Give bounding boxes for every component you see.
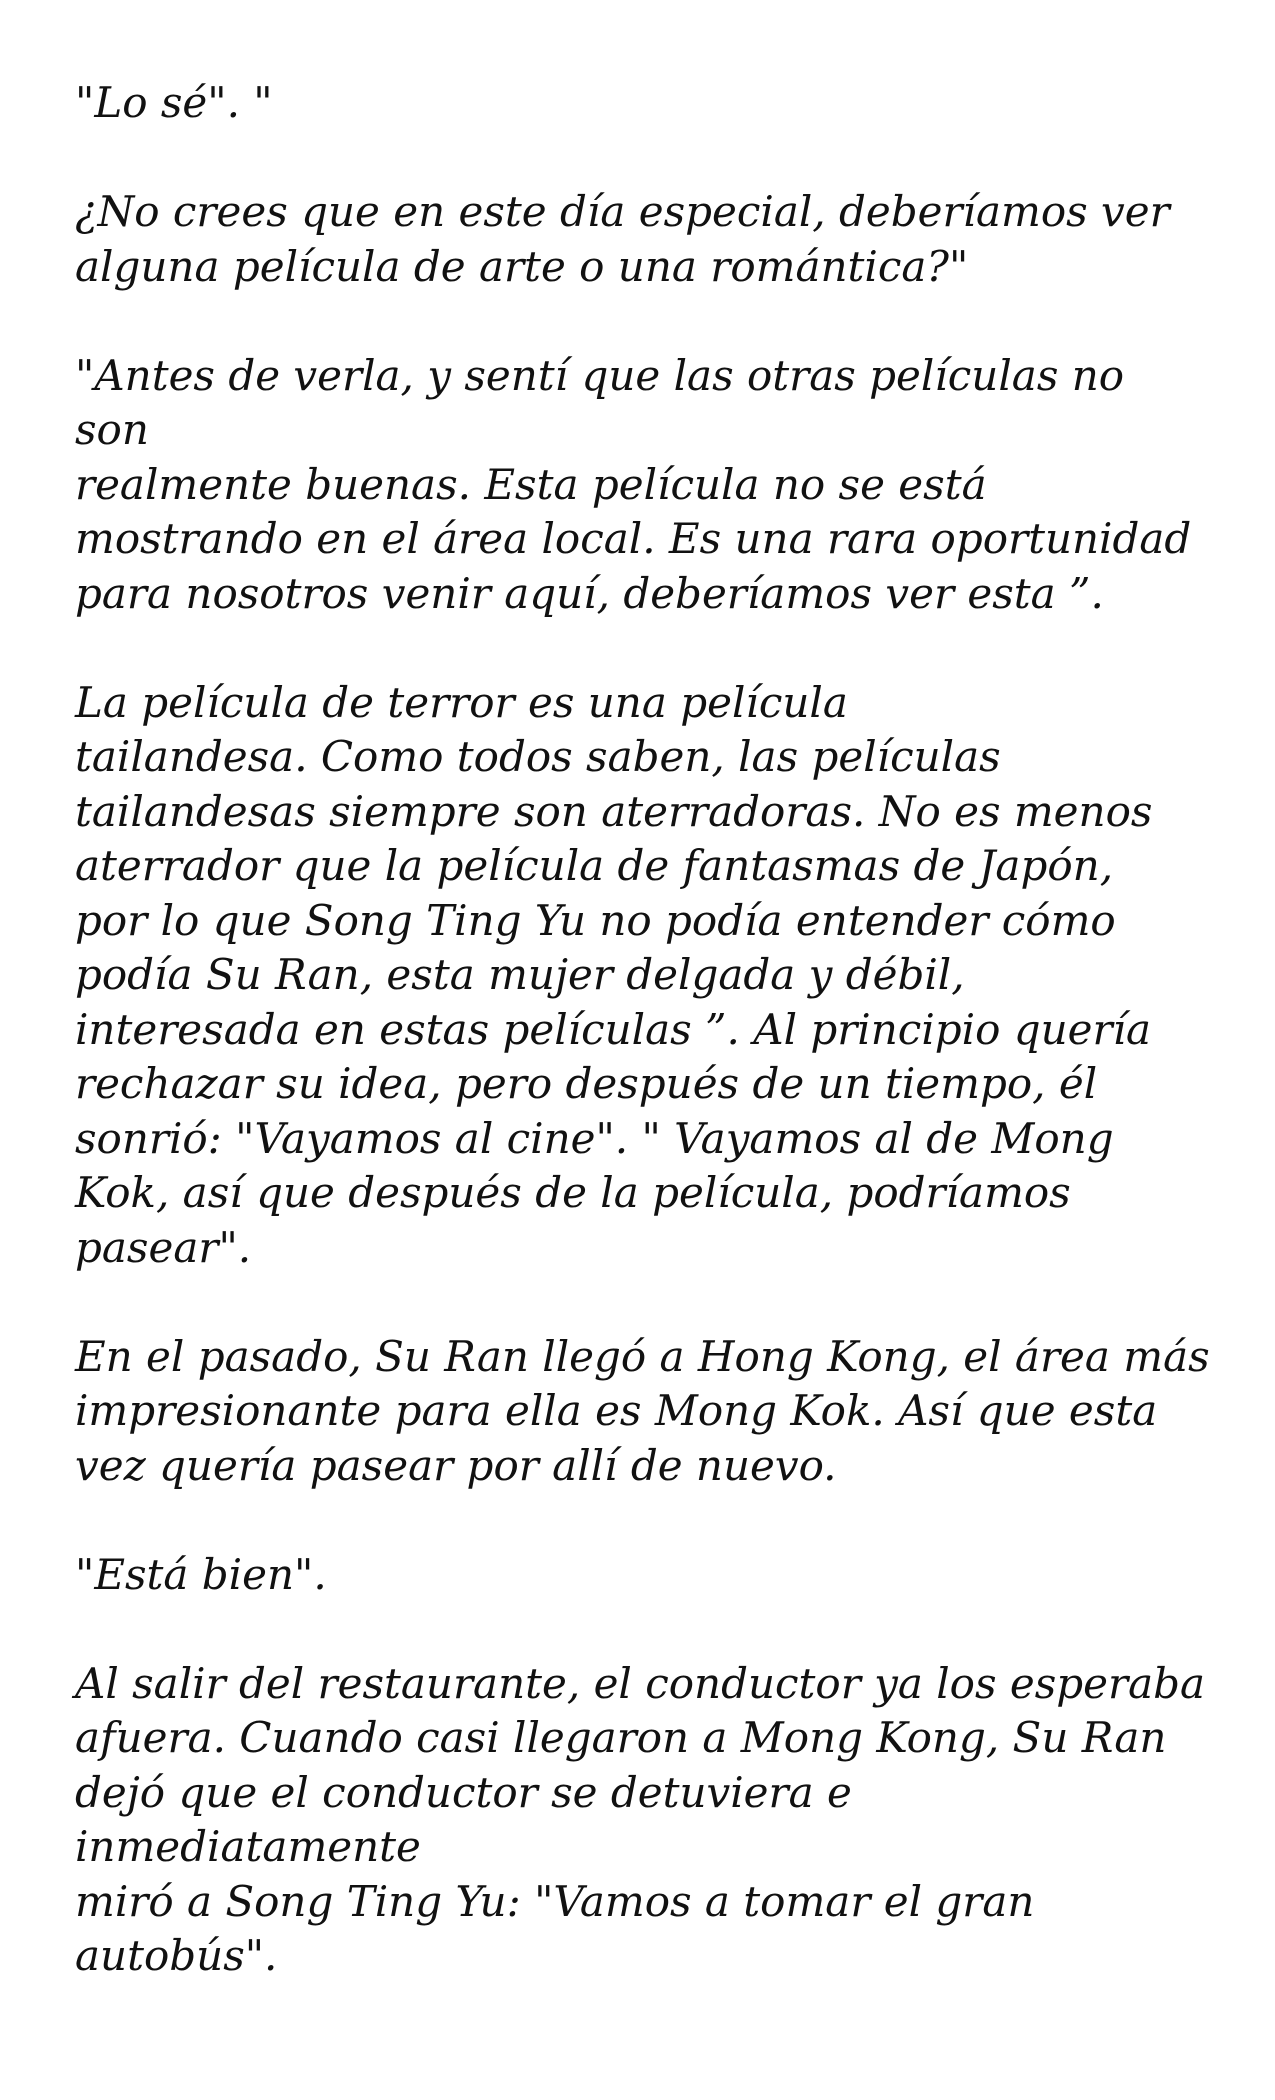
paragraph-5 xyxy=(75,1330,1210,1494)
text-line: aterrador que la película de fantasmas de Japón, xyxy=(75,841,1114,890)
text-line: vez quería pasear por allí de nuevo. xyxy=(75,1440,837,1490)
text-line: "Está bien". xyxy=(75,1549,327,1599)
document-page xyxy=(75,76,1210,1984)
paragraph-2 xyxy=(75,185,1210,294)
text-line: interesada en estas películas ”. Al principio quería xyxy=(75,1004,1152,1054)
text-line: impresionante para ella es Mong Kok. Así que esta xyxy=(75,1386,1158,1435)
text-line: dejó que el conductor se detuviera e inmediatamente xyxy=(75,1767,852,1871)
text-line: para nosotros venir aquí, deberíamos ver esta ”. xyxy=(75,568,1104,618)
text-line: autobús". xyxy=(75,1931,278,1980)
text-line: podía Su Ran, esta mujer delgada y débil, xyxy=(75,950,965,999)
paragraph-3 xyxy=(75,349,1210,622)
paragraph-1 xyxy=(75,76,1210,131)
text-line: tailandesas siempre son aterradoras. No es menos xyxy=(75,786,1153,836)
text-line: afuera. Cuando casi llegaron a Mong Kong, Su Ran xyxy=(75,1713,1167,1762)
text-line: alguna película de arte o una romántica?" xyxy=(75,241,969,291)
text-line: pasear". xyxy=(75,1222,252,1272)
text-line: por lo que Song Ting Yu no podía entender cómo xyxy=(75,895,1116,945)
text-line: rechazar su idea, pero después de un tiempo, él xyxy=(75,1059,1098,1108)
text-line: miró a Song Ting Yu: "Vamos a tomar el gran xyxy=(75,1876,1035,1926)
text-line: tailandesa. Como todos saben, las películas xyxy=(75,732,1001,781)
text-line: Al salir del restaurante, el conductor ya los esperaba xyxy=(75,1658,1206,1708)
text-line: "Antes de verla, y sentí que las otras películas no son xyxy=(75,350,1125,454)
text-line: realmente buenas. Esta película no se está xyxy=(75,459,987,509)
paragraph-7 xyxy=(75,1657,1210,1984)
text-line: mostrando en el área local. Es una rara oportunidad xyxy=(75,514,1192,563)
text-line: sonrió: "Vayamos al cine". " Vayamos al de Mong xyxy=(75,1113,1114,1163)
text-line: Kok, así que después de la película, podríamos xyxy=(75,1168,1071,1217)
paragraph-4 xyxy=(75,676,1210,1276)
text-line: "Lo sé". " xyxy=(75,78,273,127)
text-line: ¿No crees que en este día especial, deberíamos ver xyxy=(75,187,1170,236)
text-line: La película de terror es una película xyxy=(75,677,848,727)
text-line: En el pasado, Su Ran llegó a Hong Kong, el área más xyxy=(75,1331,1210,1381)
paragraph-6 xyxy=(75,1548,1210,1603)
